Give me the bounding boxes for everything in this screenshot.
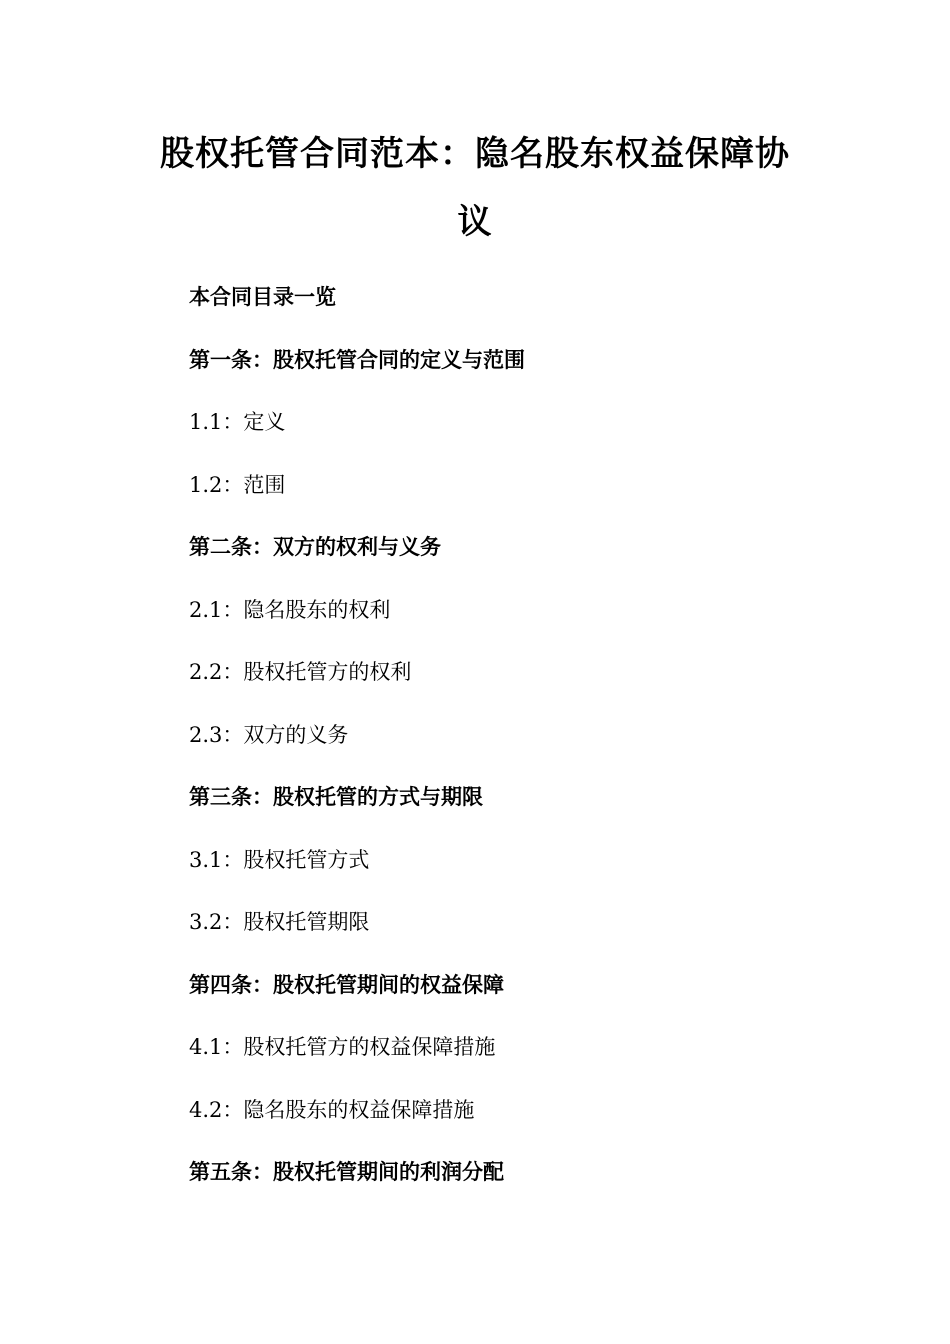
toc-subitem: 4.1：股权托管方的权益保障措施 <box>189 1035 496 1059</box>
toc-subitem: 2.1：隐名股东的权利 <box>189 597 391 622</box>
toc-heading: 本合同目录一览 <box>189 284 336 309</box>
toc-heading: 第四条：股权托管期间的权益保障 <box>189 971 504 997</box>
toc-subitem: 1.1：定义 <box>189 410 286 434</box>
toc-subitem: 2.2：股权托管方的权利 <box>189 660 412 684</box>
toc-heading: 第五条：股权托管期间的利润分配 <box>189 1159 504 1184</box>
document-title: 股权托管合同范本：隐名股东权益保障协议 <box>160 134 790 242</box>
toc-subitem: 3.2：股权托管期限 <box>189 910 370 934</box>
toc-subitem: 1.2：范围 <box>189 472 286 497</box>
toc-subitem: 4.2：隐名股东的权益保障措施 <box>189 1097 475 1122</box>
toc-heading: 第二条：双方的权利与义务 <box>189 534 441 559</box>
toc-heading: 第一条：股权托管合同的定义与范围 <box>189 346 525 372</box>
toc-subitem: 2.3：双方的义务 <box>189 722 349 747</box>
toc-subitem: 3.1：股权托管方式 <box>189 847 370 872</box>
table-of-contents <box>189 277 829 1215</box>
toc-heading: 第三条：股权托管的方式与期限 <box>189 784 483 809</box>
